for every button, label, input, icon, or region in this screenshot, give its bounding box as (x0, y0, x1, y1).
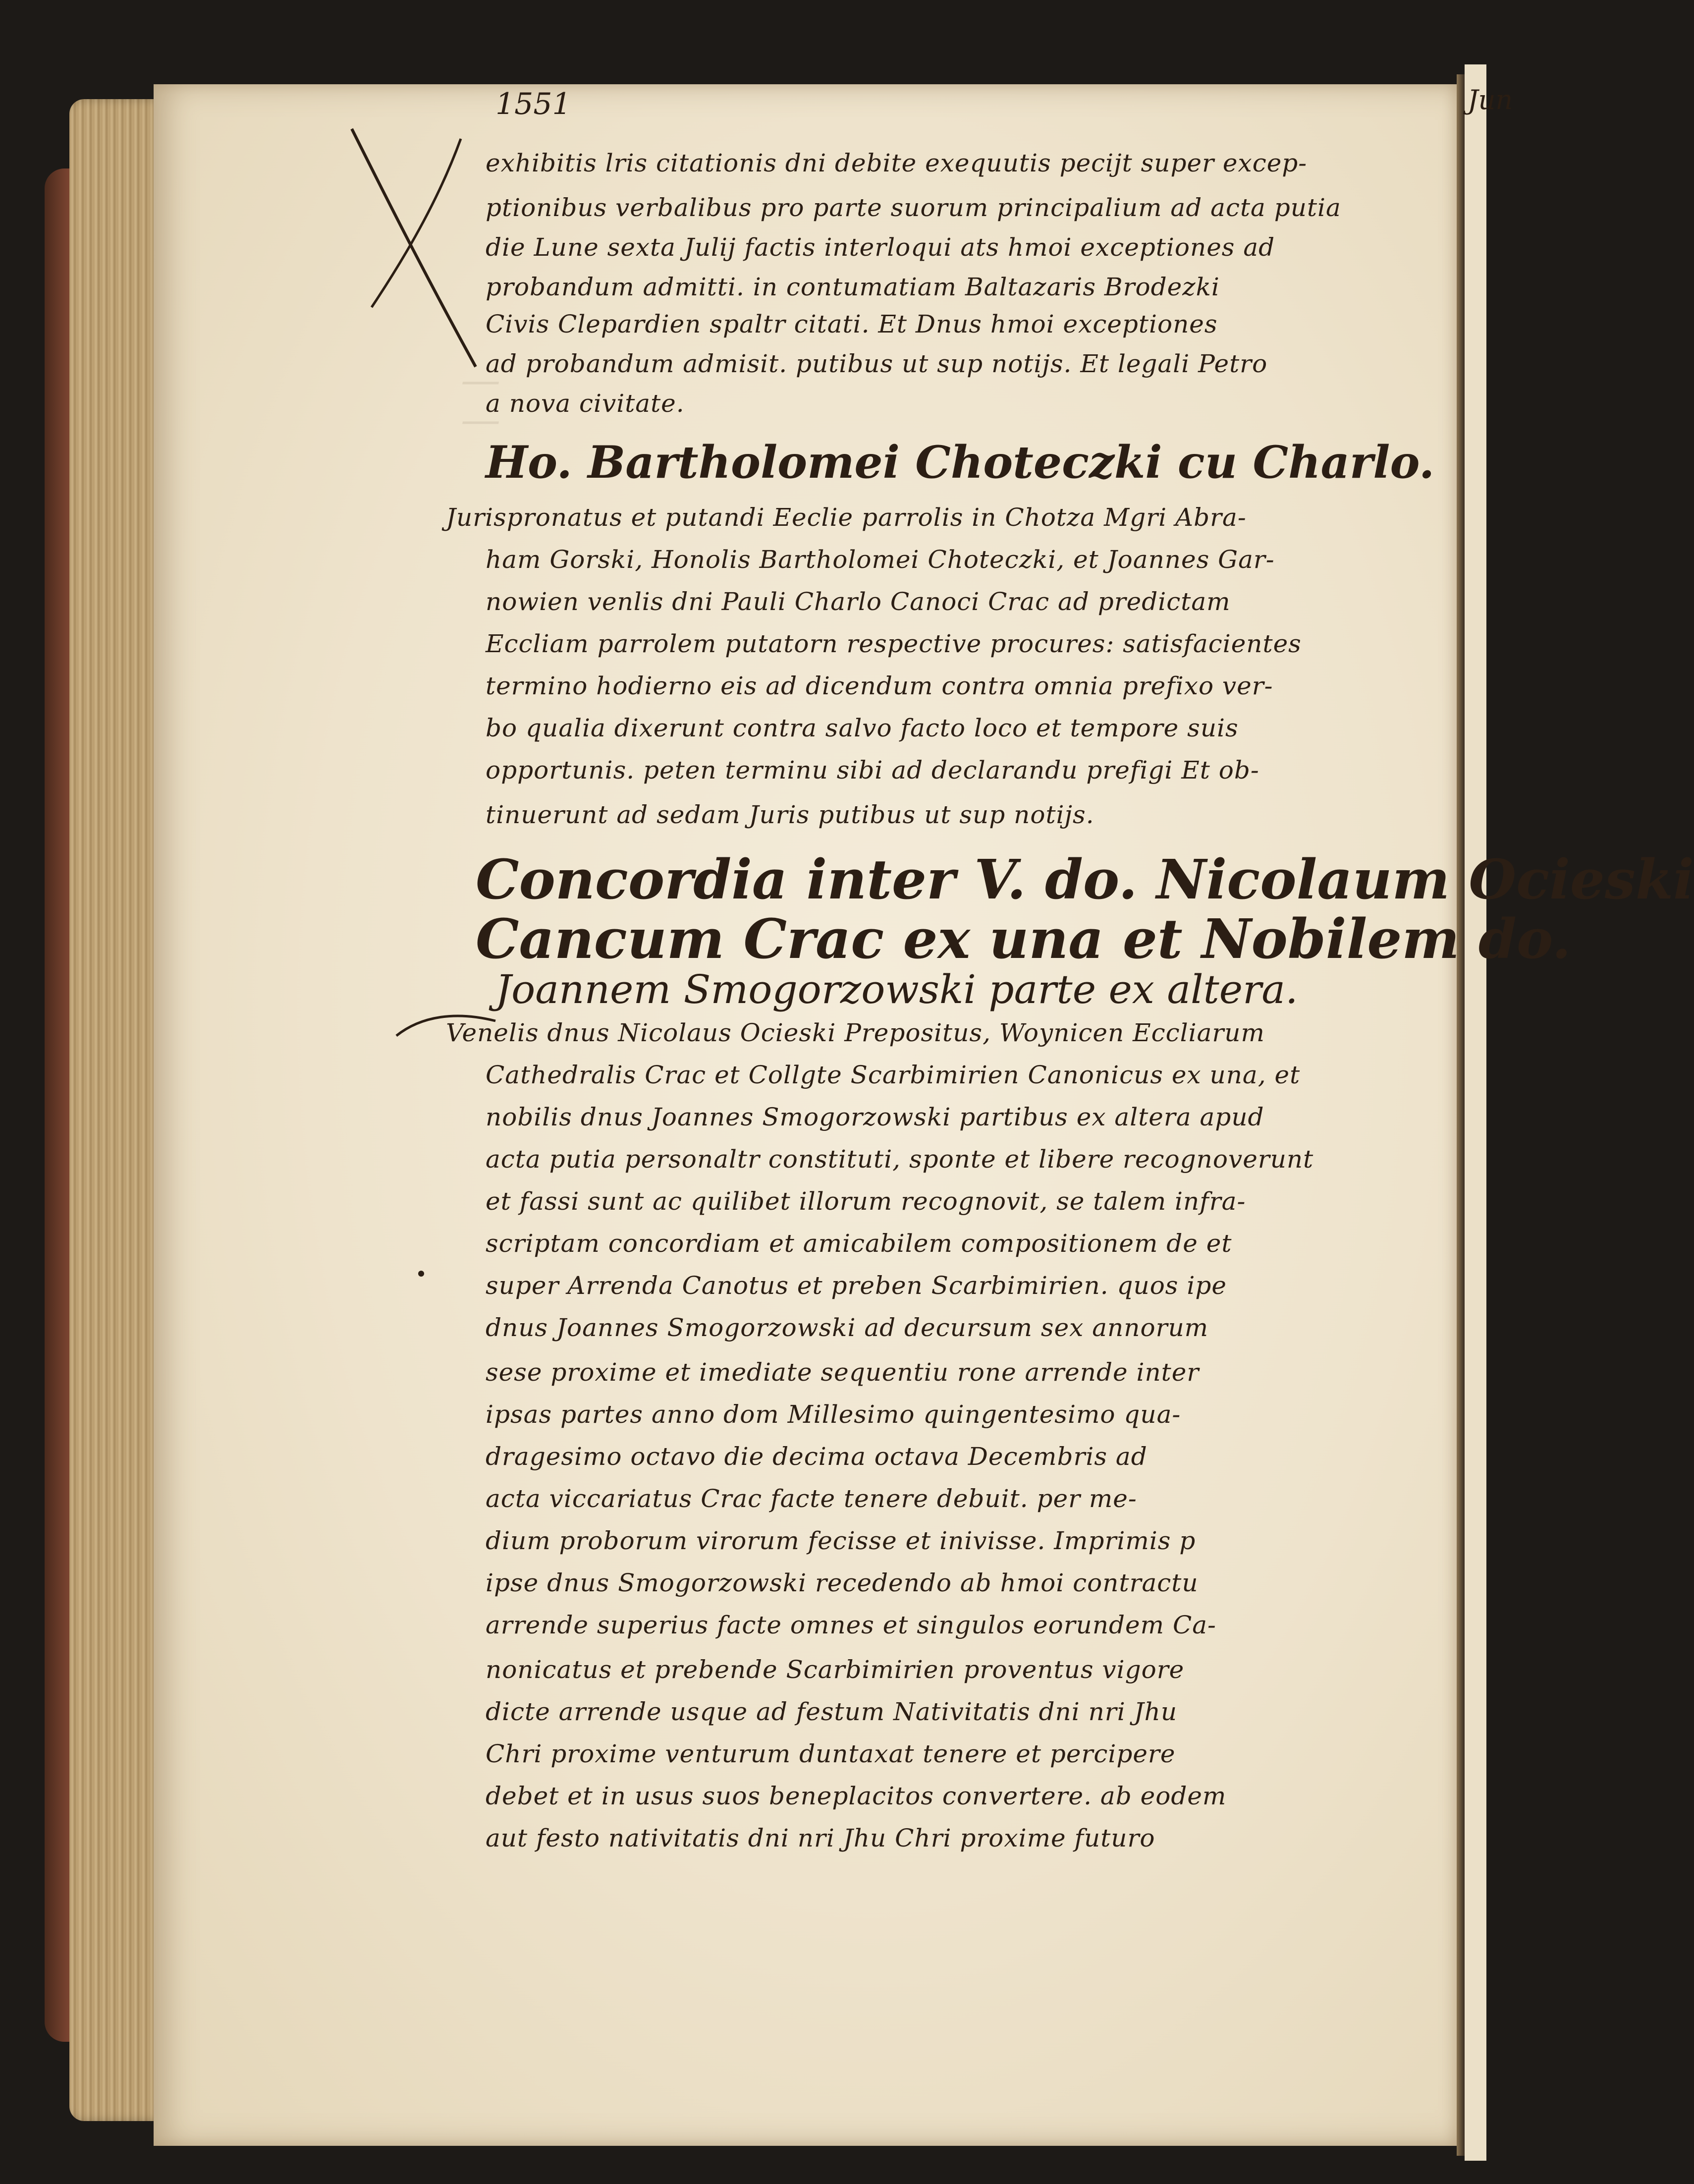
text-line: dnus Joannes Smogorzowski ad decursum sex annorum (486, 1313, 1209, 1342)
show-through: — (461, 396, 500, 443)
text-line: probandum admitti. in contumatiam Baltazaris Brodezki (486, 273, 1220, 301)
section-heading-line: Concordia inter V. do. Nicolaum Ocieski (476, 847, 1694, 911)
text-line: Jurispronatus et putandi Eeclie parrolis in Chotza Mgri Abra- (446, 503, 1247, 532)
text-line: Cathedralis Crac et Collgte Scarbimirien Canonicus ex una, et (486, 1061, 1301, 1089)
text-line: ptionibus verbalibus pro parte suorum principalium ad acta putia (486, 193, 1341, 222)
show-through: — (461, 357, 500, 403)
text-line: arrende superius facte omnes et singulos eorundem Ca- (486, 1611, 1216, 1639)
text-line: acta viccariatus Crac facte tenere debuit. per me- (486, 1484, 1137, 1513)
text-line: ad probandum admisit. putibus ut sup notijs. Et legali Petro (486, 349, 1268, 378)
facing-page-edge (1465, 64, 1513, 2161)
text-line: a nova civitate. (486, 389, 685, 418)
text-line: termino hodierno eis ad dicendum contra omnia prefixo ver- (486, 672, 1273, 700)
text-line: ipse dnus Smogorzowski recedendo ab hmoi contractu (486, 1568, 1199, 1597)
text-line: nobilis dnus Joannes Smogorzowski partibus ex altera apud (486, 1103, 1264, 1131)
text-line: bo qualia dixerunt contra salvo facto loco et tempore suis (486, 714, 1239, 742)
section-heading-line: Cancum Crac ex una et Nobilem do. (476, 907, 1571, 971)
margin-dot (416, 1269, 426, 1279)
text-line: et fassi sunt ac quilibet illorum recognovit, se talem infra- (486, 1187, 1246, 1216)
text-line: exhibitis lris citationis dni debite exequutis pecijt super excep- (486, 149, 1308, 177)
text-line: sese proxime et imediate sequentiu rone arrende inter (486, 1358, 1200, 1387)
text-line: dium proborum virorum fecisse et inivisse. Imprimis p (486, 1526, 1196, 1555)
text-line: Chri proxime venturum duntaxat tenere et percipere (486, 1739, 1176, 1768)
text-line: scriptam concordiam et amicabilem compositionem de et (486, 1229, 1232, 1258)
text-line: aut festo nativitatis dni nri Jhu Chri proxime futuro (486, 1824, 1155, 1852)
text-line: nonicatus et prebende Scarbimirien proventus vigore (486, 1655, 1185, 1684)
section-subheading: Joannem Smogorzowski parte ex altera. (495, 966, 1298, 1012)
marginal-cross-mark (342, 119, 491, 377)
page-stack-edge (69, 99, 164, 2121)
text-line: acta putia personaltr constituti, sponte et libere recognoverunt (486, 1145, 1314, 1174)
paragraph-flourish (391, 1006, 500, 1046)
text-line: opportunis. peten terminu sibi ad declarandu prefigi Et ob- (486, 756, 1259, 784)
text-line: Eccliam parrolem putatorn respective procures: satisfacientes (486, 629, 1302, 658)
text-line: die Lune sexta Julij factis interloqui ats hmoi exceptiones ad (486, 233, 1275, 262)
book-gutter (1457, 74, 1465, 2156)
folio-number: 1551 (495, 87, 571, 121)
text-line: super Arrenda Canotus et preben Scarbimirien. quos ipe (486, 1271, 1227, 1300)
text-line: nowien venlis dni Pauli Charlo Canoci Crac ad predictam (486, 587, 1231, 616)
text-line: tinuerunt ad sedam Juris putibus ut sup notijs. (486, 800, 1094, 829)
text-line: ipsas partes anno dom Millesimo quingentesimo qua- (486, 1400, 1181, 1429)
text-line: Venelis dnus Nicolaus Ocieski Prepositus, Woynicen Eccliarum (446, 1018, 1265, 1047)
text-line: ham Gorski, Honolis Bartholomei Choteczki, et Joannes Gar- (486, 545, 1275, 574)
text-line: Civis Clepardien spaltr citati. Et Dnus hmoi exceptiones (486, 310, 1218, 338)
facing-page-text: Jun (1468, 84, 1513, 115)
text-line: dragesimo octavo die decima octava Decembris ad (486, 1442, 1148, 1471)
text-line: dicte arrende usque ad festum Nativitatis dni nri Jhu (486, 1697, 1178, 1726)
entry-heading: Ho. Bartholomei Choteczki cu Charlo. (486, 436, 1435, 489)
text-line: debet et in usus suos beneplacitos convertere. ab eodem (486, 1782, 1227, 1810)
